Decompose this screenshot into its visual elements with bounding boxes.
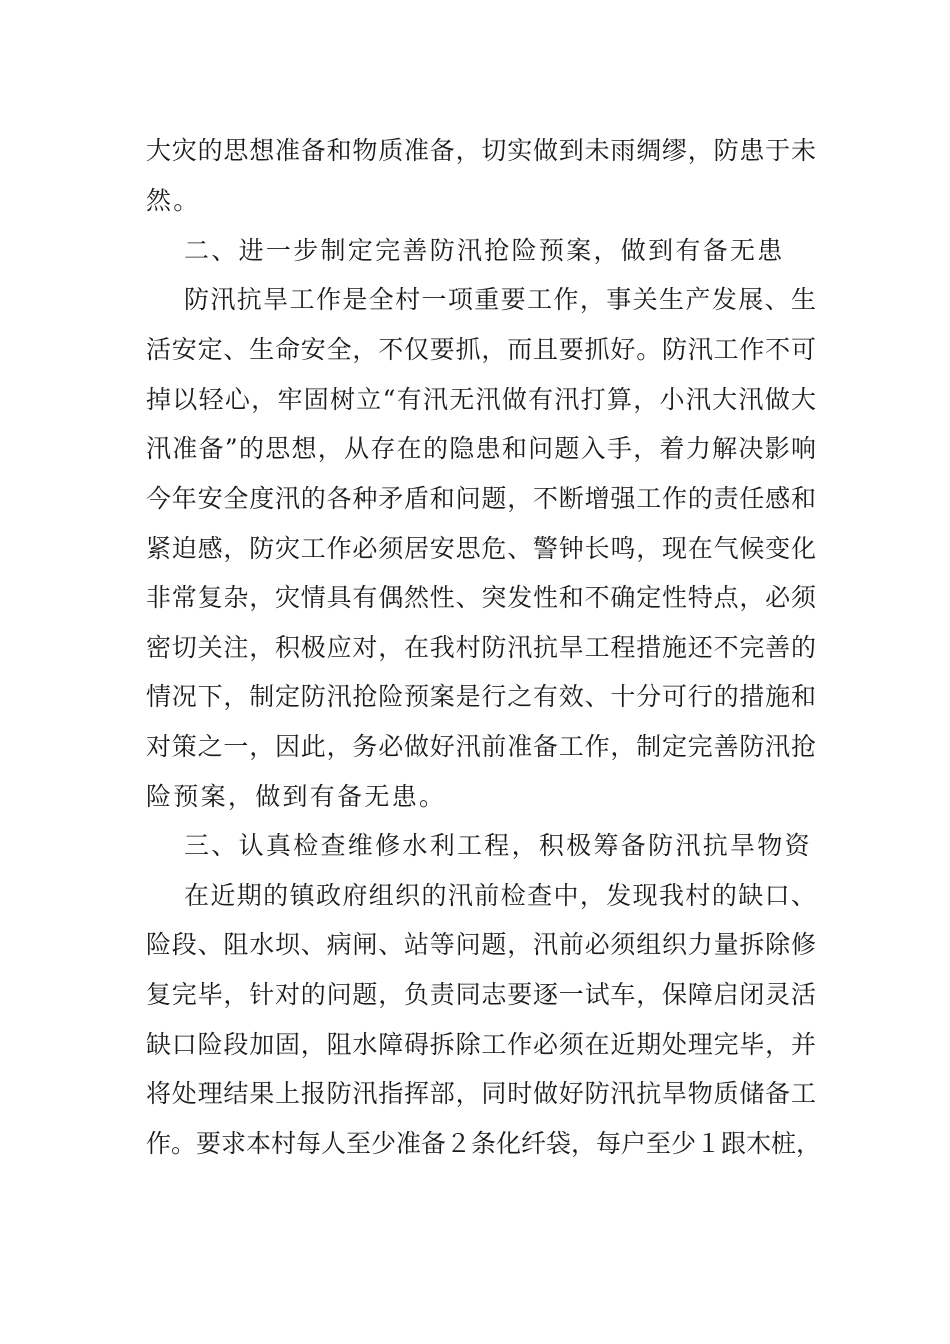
paragraph-3-line-6: 作。要求本村每人至少准备２条化纤袋，每户至少１跟木桩， [146,1129,822,1158]
paragraph-2-line-1: 防汛抗旱工作是全村一项重要工作，事关生产发展、生 [184,285,816,314]
paragraph-2-line-11: 险预案，做到有备无患。 [146,782,447,811]
paragraph-2-line-3: 掉以轻心，牢固树立“有汛无汛做有汛打算，小汛大汛做大 [146,385,816,414]
paragraph-3-line-4: 缺口险段加固，阻水障碍拆除工作必须在近期处理完毕，并 [146,1030,816,1059]
paragraph-3-line-2: 险段、阻水坝、病闸、站等问题，汛前必须组织力量拆除修 [146,930,816,959]
paragraph-2-line-2: 活安定、生命安全，不仅要抓，而且要抓好。防汛工作不可 [146,335,816,364]
paragraph-1-line-2: 然。 [146,186,201,215]
paragraph-1-line-1: 大灾的思想准备和物质准备，切实做到未雨绸缪，防患于未 [146,136,816,165]
section-heading-2: 二、进一步制定完善防汛抢险预案，做到有备无患 [184,236,785,265]
paragraph-2-line-10: 对策之一，因此，务必做好汛前准备工作，制定完善防汛抢 [146,732,816,761]
paragraph-2-line-7: 非常复杂，灾情具有偶然性、突发性和不确定性特点，必须 [146,583,816,612]
section-heading-3: 三、认真检查维修水利工程，积极筹备防汛抗旱物资 [184,831,812,860]
paragraph-3-line-3: 复完毕，针对的问题，负责同志要逐一试车，保障启闭灵活 [146,980,816,1009]
paragraph-2-line-6: 紧迫感，防灾工作必须居安思危、警钟长鸣，现在气候变化 [146,534,816,563]
paragraph-2-line-4: 汛准备”的思想，从存在的隐患和问题入手，着力解决影响 [146,434,816,463]
paragraph-3-line-5: 将处理结果上报防汛指挥部，同时做好防汛抗旱物质储备工 [146,1079,816,1108]
paragraph-2-line-9: 情况下，制定防汛抢险预案是行之有效、十分可行的措施和 [146,682,816,711]
paragraph-2-line-8: 密切关注，积极应对，在我村防汛抗旱工程措施还不完善的 [146,633,816,662]
paragraph-2-line-5: 今年安全度汛的各种矛盾和问题，不断增强工作的责任感和 [146,484,816,513]
paragraph-3-line-1: 在近期的镇政府组织的汛前检查中，发现我村的缺口、 [184,881,816,910]
